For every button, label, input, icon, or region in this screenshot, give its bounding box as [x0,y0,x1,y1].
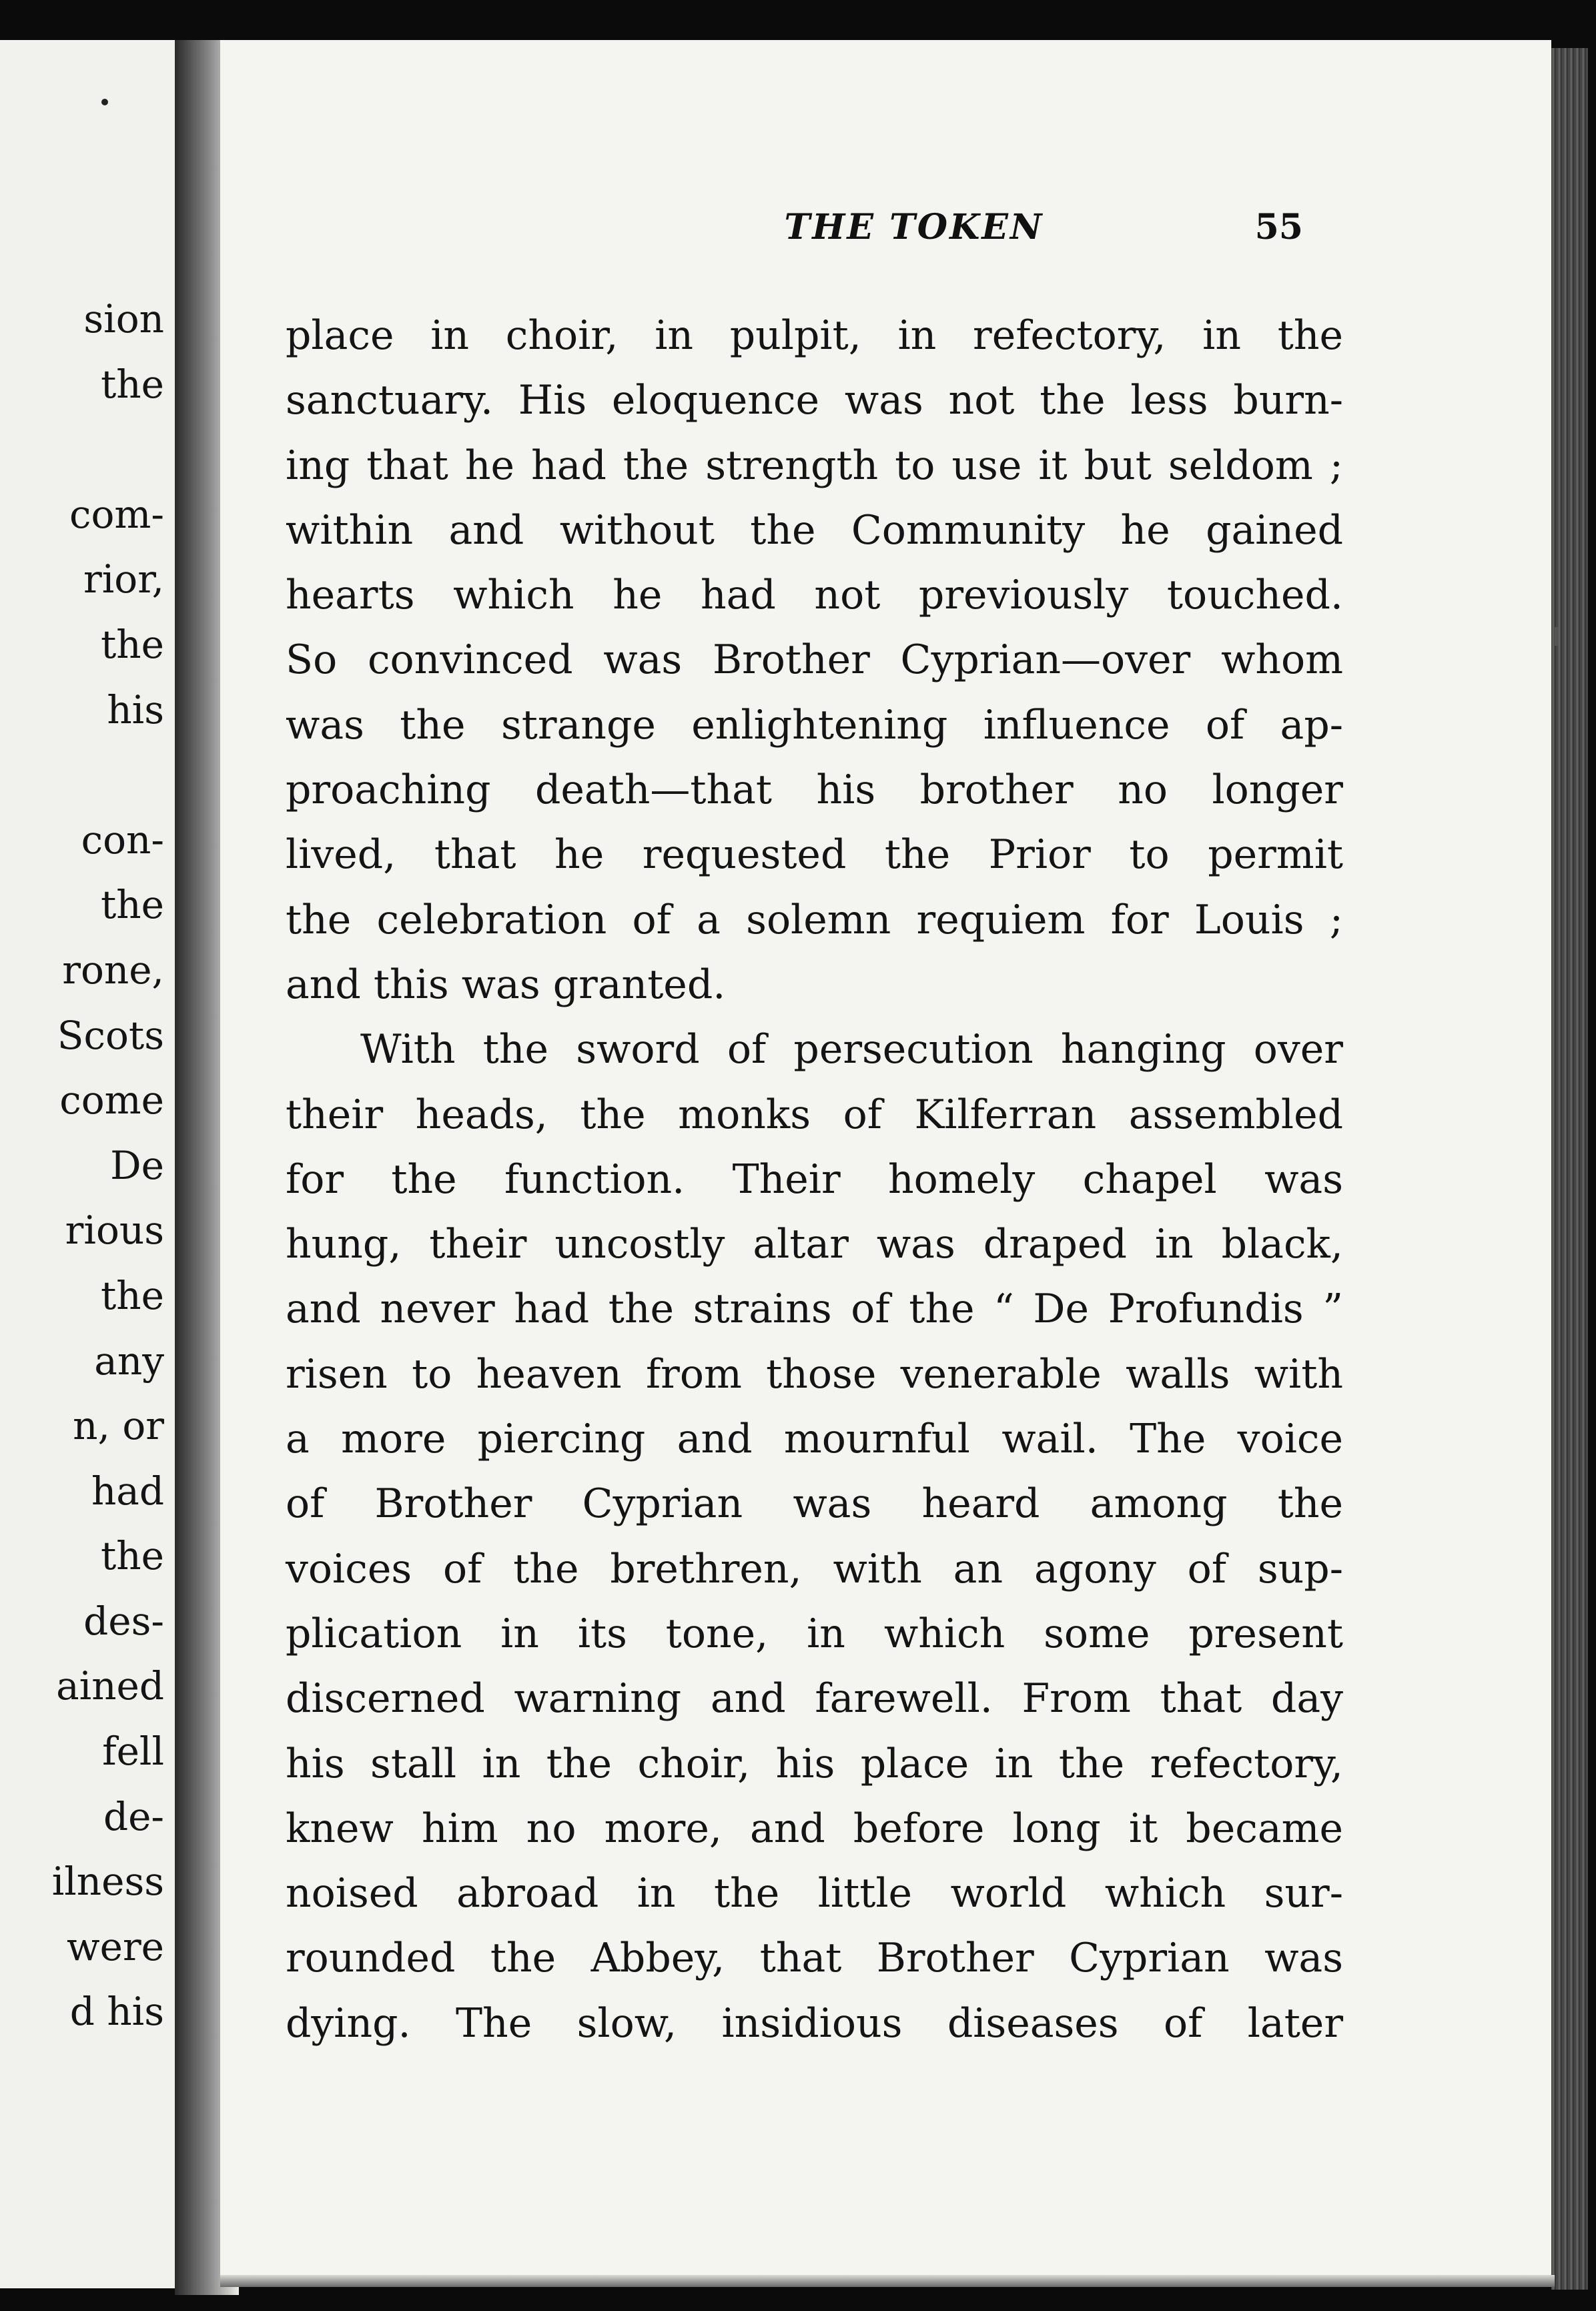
text-line: was the strange enlightening influence of ap- [286,701,1343,749]
text-line: hearts which he had not previously touched. [286,572,1343,619]
left-line: had [91,1468,164,1514]
left-line: con- [81,817,164,863]
text-line: rounded the Abbey, that Brother Cyprian was [286,1935,1343,1982]
text-line: dying. The slow, insidious diseases of later [286,1999,1343,2047]
left-line: Scots [57,1012,164,1058]
text-line: proaching death—that his brother no longer [286,767,1343,814]
left-line: the [101,1533,164,1579]
text-line: place in choir, in pulpit, in refectory, in the [286,312,1343,359]
left-line: the [101,882,164,928]
text-line: a more piercing and mournful wail. The voice [286,1416,1343,1463]
left-line: De [110,1142,164,1188]
left-line: the [101,621,164,667]
left-line [4,417,164,482]
text-line: within and without the Community he gained [286,506,1343,554]
margin-mark [1555,627,1559,646]
text-line: knew him no more, and before long it became [286,1805,1343,1852]
left-line: d his [69,1989,164,2035]
ink-speck [101,99,108,105]
left-line: des- [83,1598,164,1644]
left-line: de- [103,1793,164,1839]
left-line: sion [83,296,164,342]
left-facing-page [0,40,179,2288]
left-line: rone, [62,947,164,993]
left-line: rious [65,1208,164,1254]
left-line: ilness [51,1859,164,1905]
body-text [286,304,1343,2056]
text-line: hung, their uncostly altar was draped in black, [286,1221,1343,1268]
text-line: and this was granted. [286,961,726,1008]
left-line: fell [102,1729,164,1775]
left-line: ained [56,1663,164,1709]
text-line: sanctuary. His eloquence was not the less burn- [286,377,1343,424]
left-line: his [107,686,164,733]
text-line: their heads, the monks of Kilferran assembled [286,1091,1343,1138]
text-line: his stall in the choir, his place in the refectory, [286,1740,1343,1787]
left-line [4,743,164,808]
text-line: discerned warning and farewell. From that day [286,1675,1343,1723]
text-line: voices of the brethren, with an agony of sup- [286,1545,1343,1592]
text-line: With the sword of persecution hanging over [360,1026,1343,1073]
left-line: n, or [73,1403,164,1449]
left-line: rior, [83,556,164,602]
text-line: and never had the strains of the “ De Profundis ” [286,1286,1343,1333]
text-line: ing that he had the strength to use it but seldom ; [286,442,1343,489]
left-line: the [101,1272,164,1318]
page-number: 55 [1254,207,1303,248]
text-line: risen to heaven from those venerable walls with [286,1350,1343,1398]
text-line: So convinced was Brother Cyprian—over whom [286,636,1343,684]
left-page-text [4,287,164,2045]
page-header [220,200,1551,260]
left-line: were [66,1923,164,1969]
text-line: plication in its tone, in which some present [286,1610,1343,1657]
page-bottom-edge [220,2275,1555,2287]
left-line: any [94,1338,164,1384]
text-line: lived, that he requested the Prior to permit [286,831,1343,879]
left-line: com- [69,491,164,537]
text-line: for the function. Their homely chapel was [286,1156,1343,1203]
book-page [220,40,1551,2282]
running-title: THE TOKEN [784,207,1044,248]
text-line: noised abroad in the little world which sur- [286,1870,1343,1917]
left-line: come [59,1077,164,1123]
text-line: of Brother Cyprian was heard among the [286,1480,1343,1528]
text-line: the celebration of a solemn requiem for Louis ; [286,896,1343,943]
page-edge-stack [1551,48,1588,2290]
left-line: the [101,361,164,407]
